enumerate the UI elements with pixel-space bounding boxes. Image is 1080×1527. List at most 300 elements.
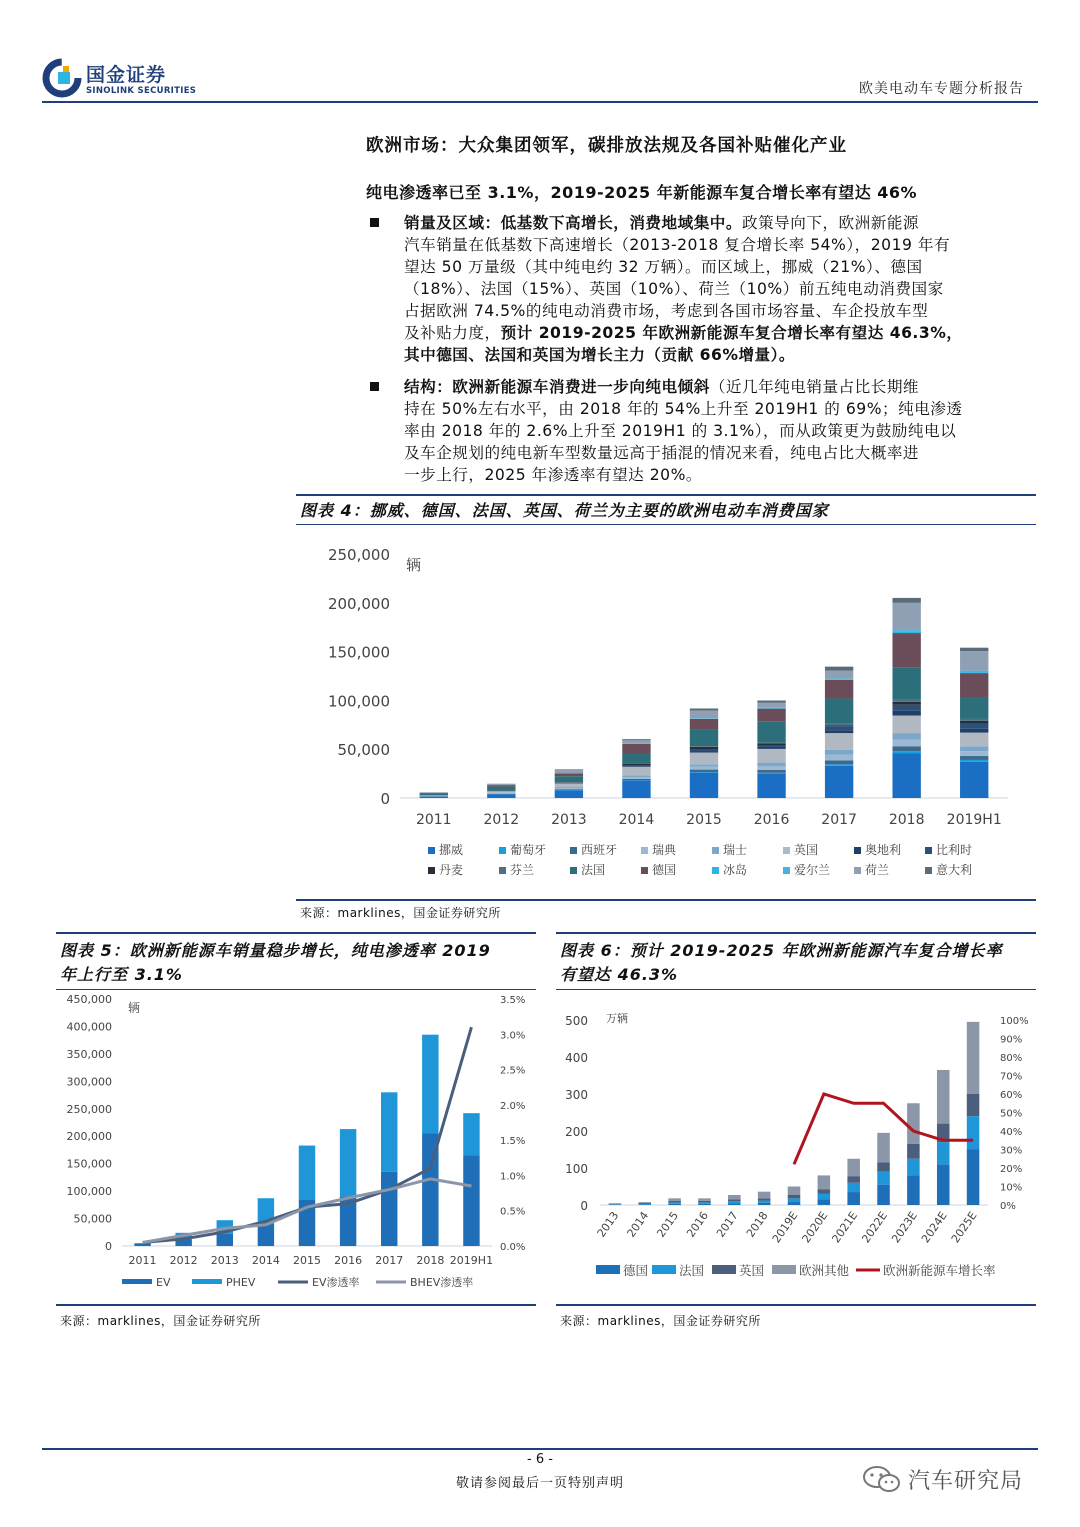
fig4-legend-label: 瑞典 bbox=[652, 843, 677, 857]
fig6-y-left-tick-label: 0 bbox=[580, 1199, 588, 1213]
fig5-y-left-tick-label: 450,000 bbox=[66, 993, 112, 1006]
fig4-legend-swatch bbox=[499, 847, 506, 854]
fig4-bar-segment bbox=[622, 753, 650, 763]
watermark-text: 汽车研究局 bbox=[908, 1469, 1024, 1494]
fig4-bar-segment bbox=[487, 791, 515, 792]
fig6-bar-segment bbox=[639, 1204, 652, 1205]
fig4-bar-segment bbox=[487, 784, 515, 785]
fig6-y-left-tick-label: 200 bbox=[565, 1125, 588, 1139]
fig4-bar-segment bbox=[622, 767, 650, 776]
fig6-bar-segment bbox=[728, 1195, 741, 1199]
fig6-bar-segment bbox=[758, 1201, 771, 1203]
fig6-bar-segment bbox=[698, 1201, 711, 1202]
fig4-bar-segment bbox=[690, 719, 718, 730]
fig6-x-tick-label: 2023E bbox=[889, 1209, 920, 1246]
fig4-y-tick-label: 250,000 bbox=[327, 546, 390, 564]
bullet-marker bbox=[370, 218, 379, 227]
fig4-title: 图表 4：挪威、德国、法国、英国、荷兰为主要的欧洲电动车消费国家 bbox=[300, 501, 829, 520]
fig4-bar-segment bbox=[757, 709, 785, 722]
fig6-x-tick-label: 2025E bbox=[948, 1209, 980, 1246]
fig4-bar-segment bbox=[690, 747, 718, 750]
fig6-legend-label: 英国 bbox=[739, 1263, 765, 1278]
fig4-bar-segment bbox=[960, 672, 988, 673]
fig5-bar-segment bbox=[463, 1113, 479, 1155]
fig5-y-right-tick-label: 0.5% bbox=[500, 1206, 526, 1218]
fig4-bar-segment bbox=[757, 749, 785, 763]
fig5-x-tick-label: 2016 bbox=[334, 1254, 363, 1267]
fig4-bar-segment bbox=[622, 764, 650, 765]
fig4-bar-segment bbox=[622, 780, 650, 798]
fig6-bar-segment bbox=[609, 1203, 622, 1204]
fig6-bar-segment bbox=[639, 1202, 652, 1203]
section-title: 欧洲市场：大众集团领军，碳排放法规及各国补贴催化产业 bbox=[366, 136, 847, 156]
fig4-bar-segment bbox=[892, 699, 920, 701]
fig4-bar-segment bbox=[960, 762, 988, 798]
fig4-bar-segment bbox=[825, 766, 853, 798]
fig4-y-tick-label: 200,000 bbox=[327, 594, 390, 613]
fig4-legend-label: 葡萄牙 bbox=[510, 843, 547, 857]
fig4-bar-segment bbox=[825, 678, 853, 679]
fig6-title-line2: 有望达 46.3% bbox=[560, 965, 679, 984]
fig4-bar-segment bbox=[960, 724, 988, 729]
fig6-x-tick-label: 2020E bbox=[799, 1209, 831, 1246]
fig5-title-rule bbox=[56, 989, 536, 990]
fig6-bar-segment bbox=[758, 1198, 771, 1200]
fig4-legend-swatch bbox=[641, 847, 648, 854]
fig4-bar-segment bbox=[757, 770, 785, 773]
bullet-2-line-3: 率由 2018 年的 2.6%上升至 2019H1 的 3.1%），而从政策更为鼓励纯电以 bbox=[404, 422, 957, 440]
fig4-legend-swatch bbox=[428, 847, 435, 854]
bullet-1-line-3: 望达 50 万量级（其中纯电约 32 万辆）。而区域上，挪威（21%）、德国 bbox=[404, 258, 923, 276]
fig4-bar-segment bbox=[892, 667, 920, 699]
fig6-bar-segment bbox=[788, 1202, 801, 1205]
fig6-bar-segment bbox=[698, 1204, 711, 1205]
fig6-y-right-tick-label: 70% bbox=[1000, 1071, 1023, 1083]
fig4-bar-segment bbox=[825, 760, 853, 764]
fig4-bar-segment bbox=[690, 772, 718, 773]
fig4-bar-segment bbox=[420, 797, 448, 798]
fig6-bar-segment bbox=[639, 1203, 652, 1204]
fig4-bar-segment bbox=[757, 763, 785, 766]
fig5-x-tick-label: 2019H1 bbox=[449, 1254, 494, 1267]
fig4-y-tick-label: 100,000 bbox=[327, 692, 390, 711]
fig6-bar-segment bbox=[788, 1187, 801, 1196]
fig4-bar-segment bbox=[622, 779, 650, 780]
fig6-legend-swatch bbox=[596, 1265, 620, 1274]
bullet-1-lead-rest: 政策导向下，欧洲新能源 bbox=[741, 214, 920, 232]
fig4-bar-segment bbox=[960, 673, 988, 697]
fig4-x-tick-label: 2014 bbox=[618, 812, 655, 828]
fig4-bar-segment bbox=[757, 703, 785, 708]
fig4-y-tick-label: 150,000 bbox=[327, 643, 390, 662]
fig4-y-tick-label: 0 bbox=[380, 790, 390, 808]
fig6-x-tick-label: 2014 bbox=[624, 1209, 652, 1240]
fig6-bar-segment bbox=[758, 1203, 771, 1205]
fig4-x-tick-label: 2018 bbox=[888, 812, 925, 828]
fig5-y-left-tick-label: 150,000 bbox=[66, 1157, 112, 1171]
fig6-legend-swatch bbox=[772, 1265, 796, 1274]
fig6-bar-segment bbox=[967, 1116, 980, 1149]
fig6-x-tick-label: 2018 bbox=[743, 1209, 771, 1240]
fig6-y-right-tick-label: 20% bbox=[1000, 1164, 1023, 1175]
fig4-bar-segment bbox=[622, 739, 650, 740]
fig4-bar-segment bbox=[555, 784, 583, 787]
fig5-title-line1: 图表 5：欧洲新能源车销量稳步增长，纯电渗透率 2019 bbox=[60, 941, 491, 960]
fig4-bar-segment bbox=[622, 776, 650, 777]
bullet-2-lead: 结构：欧洲新能源车消费进一步向纯电倾斜 bbox=[404, 378, 710, 396]
fig6-bar-segment bbox=[668, 1198, 681, 1201]
bullet-2-line-1 bbox=[404, 376, 1024, 398]
fig6-x-tick-label: 2024E bbox=[918, 1209, 950, 1246]
fig6-legend-label: 德国 bbox=[623, 1263, 649, 1278]
bullet-2-line-2: 持在 50%左右水平，由 2018 年的 54%上升至 2019H1 的 69%；纯电渗透 bbox=[404, 400, 963, 418]
bullet-1-line-6-normal: 及补贴力度， bbox=[404, 324, 501, 342]
fig4-bar-segment bbox=[420, 794, 448, 795]
fig4-bar-segment bbox=[757, 773, 785, 774]
fig4-bar-segment bbox=[555, 776, 583, 782]
fig6-bar-segment bbox=[967, 1094, 980, 1116]
fig5-legend-label: BHEV渗透率 bbox=[410, 1276, 474, 1289]
fig4-chart bbox=[296, 530, 1036, 900]
fig4-bar-segment bbox=[825, 730, 853, 733]
bullet-paragraph-1 bbox=[404, 212, 1024, 366]
fig6-y-left-tick-label: 100 bbox=[565, 1162, 588, 1176]
fig6-legend-label: 欧洲其他 bbox=[799, 1263, 850, 1278]
fig4-bar-segment bbox=[690, 770, 718, 772]
fig6-bar-segment bbox=[698, 1202, 711, 1203]
fig4-legend-swatch bbox=[925, 847, 932, 854]
bullet-2-lead-rest: （近几年纯电销量占比长期维 bbox=[709, 378, 920, 396]
fig4-bar-segment bbox=[825, 725, 853, 726]
fig6-y-left-tick-label: 400 bbox=[565, 1051, 588, 1065]
fig4-bar-segment bbox=[892, 739, 920, 746]
fig4-legend-label: 丹麦 bbox=[439, 863, 464, 877]
fig4-source: 来源：marklines，国金证券研究所 bbox=[300, 906, 501, 920]
fig5-legend-swatch bbox=[122, 1279, 152, 1284]
fig5-bar-segment bbox=[217, 1234, 233, 1246]
fig4-bar-segment bbox=[960, 697, 988, 718]
fig4-legend-swatch bbox=[428, 867, 435, 874]
fig5-unit-label: 辆 bbox=[128, 1001, 141, 1015]
fig4-bar-segment bbox=[892, 702, 920, 705]
fig4-legend-swatch bbox=[854, 867, 861, 874]
fig4-bar-segment bbox=[825, 667, 853, 671]
fig5-bar-segment bbox=[381, 1092, 397, 1172]
fig4-bottom-rule bbox=[296, 899, 1036, 901]
fig4-bar-segment bbox=[555, 770, 583, 773]
fig4-bar-segment bbox=[622, 744, 650, 754]
fig4-bar-segment bbox=[622, 740, 650, 743]
fig4-legend-label: 比利时 bbox=[936, 843, 973, 857]
fig6-bar-segment bbox=[818, 1194, 831, 1200]
fig5-bottom-rule bbox=[56, 1304, 536, 1306]
bullet-1-line-2: 汽车销量在低基数下高速增长（2013-2018 复合增长率 54%），2019 年有 bbox=[404, 236, 951, 254]
fig6-bar-segment bbox=[907, 1144, 920, 1159]
fig4-legend-label: 爱尔兰 bbox=[794, 863, 831, 877]
fig5-x-tick-label: 2014 bbox=[251, 1254, 280, 1267]
fig4-legend-swatch bbox=[925, 867, 932, 874]
fig6-y-right-tick-label: 10% bbox=[1000, 1182, 1023, 1194]
fig4-bar-segment bbox=[690, 730, 718, 747]
fig6-legend-label: 法国 bbox=[679, 1263, 705, 1278]
fig4-unit-label: 辆 bbox=[406, 556, 422, 574]
fig4-bar-segment bbox=[892, 746, 920, 751]
fig6-bar-segment bbox=[788, 1198, 801, 1202]
fig4-bar-segment bbox=[825, 750, 853, 755]
fig4-bar-segment bbox=[960, 729, 988, 733]
fig6-bar-segment bbox=[758, 1192, 771, 1199]
fig6-bar-segment bbox=[907, 1159, 920, 1176]
fig6-bar-segment bbox=[877, 1185, 890, 1205]
report-title: 欧美电动车专题分析报告 bbox=[859, 81, 1024, 97]
fig5-legend-swatch bbox=[192, 1279, 222, 1284]
fig4-bar-segment bbox=[690, 764, 718, 766]
fig4-bar-segment bbox=[825, 764, 853, 765]
page-number: - 6 - bbox=[527, 1452, 553, 1467]
fig6-bar-segment bbox=[937, 1164, 950, 1205]
fig6-y-right-tick-label: 100% bbox=[1000, 1016, 1029, 1027]
bullet-1-line-5: 占据欧洲 74.5%的纯电动消费市场，考虑到各国市场容量、车企投放车型 bbox=[404, 302, 929, 320]
fig4-legend-label: 瑞士 bbox=[723, 843, 748, 857]
fig6-x-tick-label: 2013 bbox=[594, 1209, 622, 1240]
bullet-1-line-7 bbox=[404, 344, 1024, 366]
fig6-bar-segment bbox=[967, 1022, 980, 1094]
fig5-x-tick-label: 2015 bbox=[293, 1254, 321, 1267]
fig6-x-tick-label: 2019E bbox=[769, 1209, 801, 1246]
fig4-bar-segment bbox=[960, 751, 988, 756]
fig5-y-right-tick-label: 2.0% bbox=[500, 1100, 526, 1112]
fig5-source: 来源：marklines，国金证券研究所 bbox=[60, 1314, 261, 1328]
fig4-legend-label: 挪威 bbox=[439, 843, 464, 857]
bullet-1-line-4: （18%）、法国（15%）、英国（10%）、荷兰（10%）前五纯电动消费国家 bbox=[404, 280, 944, 298]
fig5-bar-segment bbox=[134, 1243, 150, 1246]
bullet-1-line-6 bbox=[404, 322, 1024, 344]
fig4-bar-segment bbox=[892, 630, 920, 631]
footer-note: 敬请参阅最后一页特别声明 bbox=[455, 1476, 624, 1491]
company-logo bbox=[42, 58, 202, 100]
fig4-legend-swatch bbox=[712, 867, 719, 874]
fig4-bar-segment bbox=[757, 744, 785, 745]
fig5-y-right-tick-label: 1.5% bbox=[500, 1136, 526, 1148]
fig4-legend-swatch bbox=[783, 847, 790, 854]
fig4-bar-segment bbox=[690, 750, 718, 751]
fig4-bar-segment bbox=[757, 766, 785, 770]
fig6-bar-segment bbox=[728, 1201, 741, 1203]
fig5-y-right-tick-label: 0.0% bbox=[500, 1242, 526, 1253]
fig4-bar-segment bbox=[892, 633, 920, 667]
logo-mark-icon bbox=[42, 58, 82, 98]
bullet-1-line-7-bold: 其中德国、法国和英国为增长主力（贡献 66%增量）。 bbox=[404, 346, 796, 364]
fig6-bar-segment bbox=[877, 1172, 890, 1185]
fig6-bar-segment bbox=[668, 1201, 681, 1202]
fig6-x-tick-label: 2016 bbox=[684, 1209, 711, 1240]
fig4-bar-segment bbox=[622, 777, 650, 779]
fig6-y-left-tick-label: 300 bbox=[565, 1088, 588, 1102]
fig4-bar-segment bbox=[825, 679, 853, 680]
fig5-y-left-tick-label: 200,000 bbox=[66, 1130, 112, 1144]
fig5-bar-segment bbox=[299, 1146, 315, 1200]
fig4-bar-segment bbox=[487, 787, 515, 791]
fig5-chart bbox=[56, 992, 536, 1298]
bullet-marker bbox=[370, 382, 379, 391]
fig6-bar-segment bbox=[818, 1199, 831, 1205]
fig5-y-left-tick-label: 50,000 bbox=[73, 1212, 112, 1226]
fig4-bar-segment bbox=[960, 733, 988, 747]
fig6-x-tick-label: 2015 bbox=[654, 1209, 682, 1240]
fig4-legend-swatch bbox=[783, 867, 790, 874]
fig4-bar-segment bbox=[960, 746, 988, 751]
fig6-bar-segment bbox=[668, 1202, 681, 1203]
fig4-bar-segment bbox=[757, 721, 785, 742]
fig4-bar-segment bbox=[892, 753, 920, 798]
header-divider bbox=[42, 101, 1038, 103]
fig6-bar-segment bbox=[847, 1192, 860, 1205]
fig6-bar-segment bbox=[937, 1142, 950, 1164]
fig6-title-line1: 图表 6：预计 2019-2025 年欧洲新能源汽车复合增长率 bbox=[560, 941, 1003, 960]
fig6-bar-segment bbox=[877, 1133, 890, 1163]
fig5-bar-segment bbox=[381, 1172, 397, 1246]
fig4-bar-segment bbox=[555, 773, 583, 776]
fig6-y-right-tick-label: 60% bbox=[1000, 1090, 1023, 1101]
fig5-y-left-tick-label: 350,000 bbox=[66, 1047, 112, 1061]
logo-en: SINOLINK SECURITIES bbox=[86, 86, 197, 96]
fig4-bar-segment bbox=[555, 789, 583, 790]
fig6-legend-swatch bbox=[712, 1265, 736, 1274]
fig6-bar-segment bbox=[937, 1070, 950, 1124]
bullet-2-line-5: 一步上行，2025 年渗透率有望达 20%。 bbox=[404, 466, 702, 484]
fig6-x-tick-label: 2017 bbox=[714, 1209, 741, 1240]
fig5-legend-label: EV渗透率 bbox=[312, 1276, 360, 1289]
fig4-bar-segment bbox=[960, 756, 988, 760]
fig6-y-right-tick-label: 50% bbox=[1000, 1108, 1023, 1120]
fig6-unit-label: 万辆 bbox=[606, 1012, 628, 1025]
fig5-y-left-tick-label: 250,000 bbox=[66, 1102, 112, 1116]
fig5-title-line2: 年上行至 3.1% bbox=[60, 965, 183, 984]
fig5-legend-label: PHEV bbox=[226, 1276, 256, 1289]
fig6-legend-swatch bbox=[652, 1265, 676, 1274]
fig4-bar-segment bbox=[555, 790, 583, 798]
fig5-x-tick-label: 2017 bbox=[375, 1254, 404, 1267]
fig6-bar-segment bbox=[847, 1159, 860, 1176]
fig6-chart bbox=[556, 992, 1036, 1298]
fig5-x-tick-label: 2018 bbox=[416, 1254, 445, 1267]
fig5-y-left-tick-label: 100,000 bbox=[66, 1185, 112, 1199]
fig4-legend-label: 德国 bbox=[652, 863, 677, 877]
fig6-bar-segment bbox=[818, 1189, 831, 1193]
fig4-bar-segment bbox=[690, 773, 718, 798]
fig6-bar-segment bbox=[907, 1103, 920, 1144]
fig4-bar-segment bbox=[757, 700, 785, 702]
fig4-x-tick-label: 2013 bbox=[551, 812, 587, 828]
fig4-legend-label: 西班牙 bbox=[581, 843, 618, 857]
fig4-legend-swatch bbox=[499, 867, 506, 874]
fig5-legend-label: EV bbox=[156, 1276, 171, 1289]
fig4-legend-label: 荷兰 bbox=[865, 863, 890, 877]
fig4-bar-segment bbox=[892, 733, 920, 739]
fig6-x-tick-label: 2021E bbox=[829, 1209, 861, 1246]
fig6-bar-segment bbox=[847, 1183, 860, 1192]
fig4-bar-segment bbox=[825, 698, 853, 723]
fig6-bar-segment bbox=[639, 1204, 652, 1205]
fig5-bar-segment bbox=[258, 1224, 274, 1246]
fig4-bar-segment bbox=[757, 745, 785, 747]
fig5-bar-segment bbox=[463, 1155, 479, 1246]
fig6-bar-segment bbox=[877, 1162, 890, 1171]
fig4-legend-label: 奥地利 bbox=[865, 843, 902, 857]
fig4-legend-label: 法国 bbox=[581, 863, 606, 877]
section-subtitle: 纯电渗透率已至 3.1%，2019-2025 年新能源车复合增长率有望达 46% bbox=[366, 183, 918, 202]
fig4-bar-segment bbox=[622, 766, 650, 767]
fig5-bar-segment bbox=[422, 1035, 438, 1134]
fig5-y-right-tick-label: 3.0% bbox=[500, 1030, 526, 1042]
fig6-bar-segment bbox=[967, 1150, 980, 1206]
fig4-top-rule bbox=[296, 494, 1036, 496]
fig6-title-rule bbox=[556, 989, 1036, 990]
fig4-legend-label: 芬兰 bbox=[510, 863, 535, 877]
fig6-y-right-tick-label: 90% bbox=[1000, 1034, 1023, 1046]
bullet-1-line-1 bbox=[404, 212, 1024, 234]
fig4-bar-segment bbox=[960, 719, 988, 721]
fig4-bar-segment bbox=[555, 769, 583, 770]
fig4-bar-segment bbox=[825, 671, 853, 679]
fig4-x-tick-label: 2011 bbox=[415, 812, 452, 828]
fig5-top-rule bbox=[56, 932, 536, 934]
fig6-top-rule bbox=[556, 932, 1036, 934]
fig6-bar-segment bbox=[728, 1203, 741, 1205]
bullet-1-lead: 销量及区域：低基数下高增长，消费地域集中。 bbox=[404, 214, 742, 232]
footer-divider bbox=[42, 1448, 1038, 1450]
fig4-bar-segment bbox=[690, 767, 718, 770]
fig5-y-right-tick-label: 3.5% bbox=[500, 995, 526, 1006]
fig5-x-tick-label: 2013 bbox=[210, 1254, 239, 1267]
fig4-legend-swatch bbox=[641, 867, 648, 874]
fig4-legend-label: 意大利 bbox=[936, 863, 973, 877]
fig5-x-tick-label: 2012 bbox=[169, 1254, 198, 1267]
fig4-bar-segment bbox=[487, 794, 515, 798]
fig4-bar-segment bbox=[892, 705, 920, 711]
fig4-bar-segment bbox=[960, 651, 988, 671]
fig5-y-left-tick-label: 0 bbox=[105, 1240, 112, 1253]
fig4-bar-segment bbox=[825, 733, 853, 750]
fig5-y-right-tick-label: 2.5% bbox=[500, 1065, 526, 1077]
fig4-bar-segment bbox=[420, 793, 448, 794]
fig4-y-tick-label: 50,000 bbox=[337, 741, 390, 760]
fig4-legend-label: 英国 bbox=[794, 843, 819, 857]
watermark bbox=[862, 1462, 1052, 1498]
fig6-bar-segment bbox=[698, 1198, 711, 1201]
fig4-bar-segment bbox=[690, 753, 718, 765]
fig4-bar-segment bbox=[892, 598, 920, 603]
fig4-bar-segment bbox=[825, 755, 853, 761]
fig4-bar-segment bbox=[960, 671, 988, 672]
fig4-x-tick-label: 2016 bbox=[753, 812, 790, 828]
fig6-bar-segment bbox=[847, 1176, 860, 1183]
fig6-y-right-tick-label: 80% bbox=[1000, 1053, 1023, 1064]
fig5-x-tick-label: 2011 bbox=[128, 1254, 157, 1267]
fig6-source: 来源：marklines，国金证券研究所 bbox=[560, 1314, 761, 1328]
fig4-bar-segment bbox=[690, 709, 718, 711]
fig4-bar-segment bbox=[555, 788, 583, 789]
bullet-paragraph-2 bbox=[404, 376, 1024, 486]
fig4-bar-segment bbox=[487, 785, 515, 786]
logo-cn: 国金证券 bbox=[86, 64, 167, 86]
fig4-bar-segment bbox=[825, 724, 853, 725]
fig5-bar-segment bbox=[340, 1129, 356, 1197]
fig4-bar-segment bbox=[690, 710, 718, 718]
fig4-bar-segment bbox=[892, 716, 920, 734]
fig4-legend-label: 冰岛 bbox=[723, 863, 748, 877]
fig4-x-tick-label: 2017 bbox=[821, 812, 857, 828]
